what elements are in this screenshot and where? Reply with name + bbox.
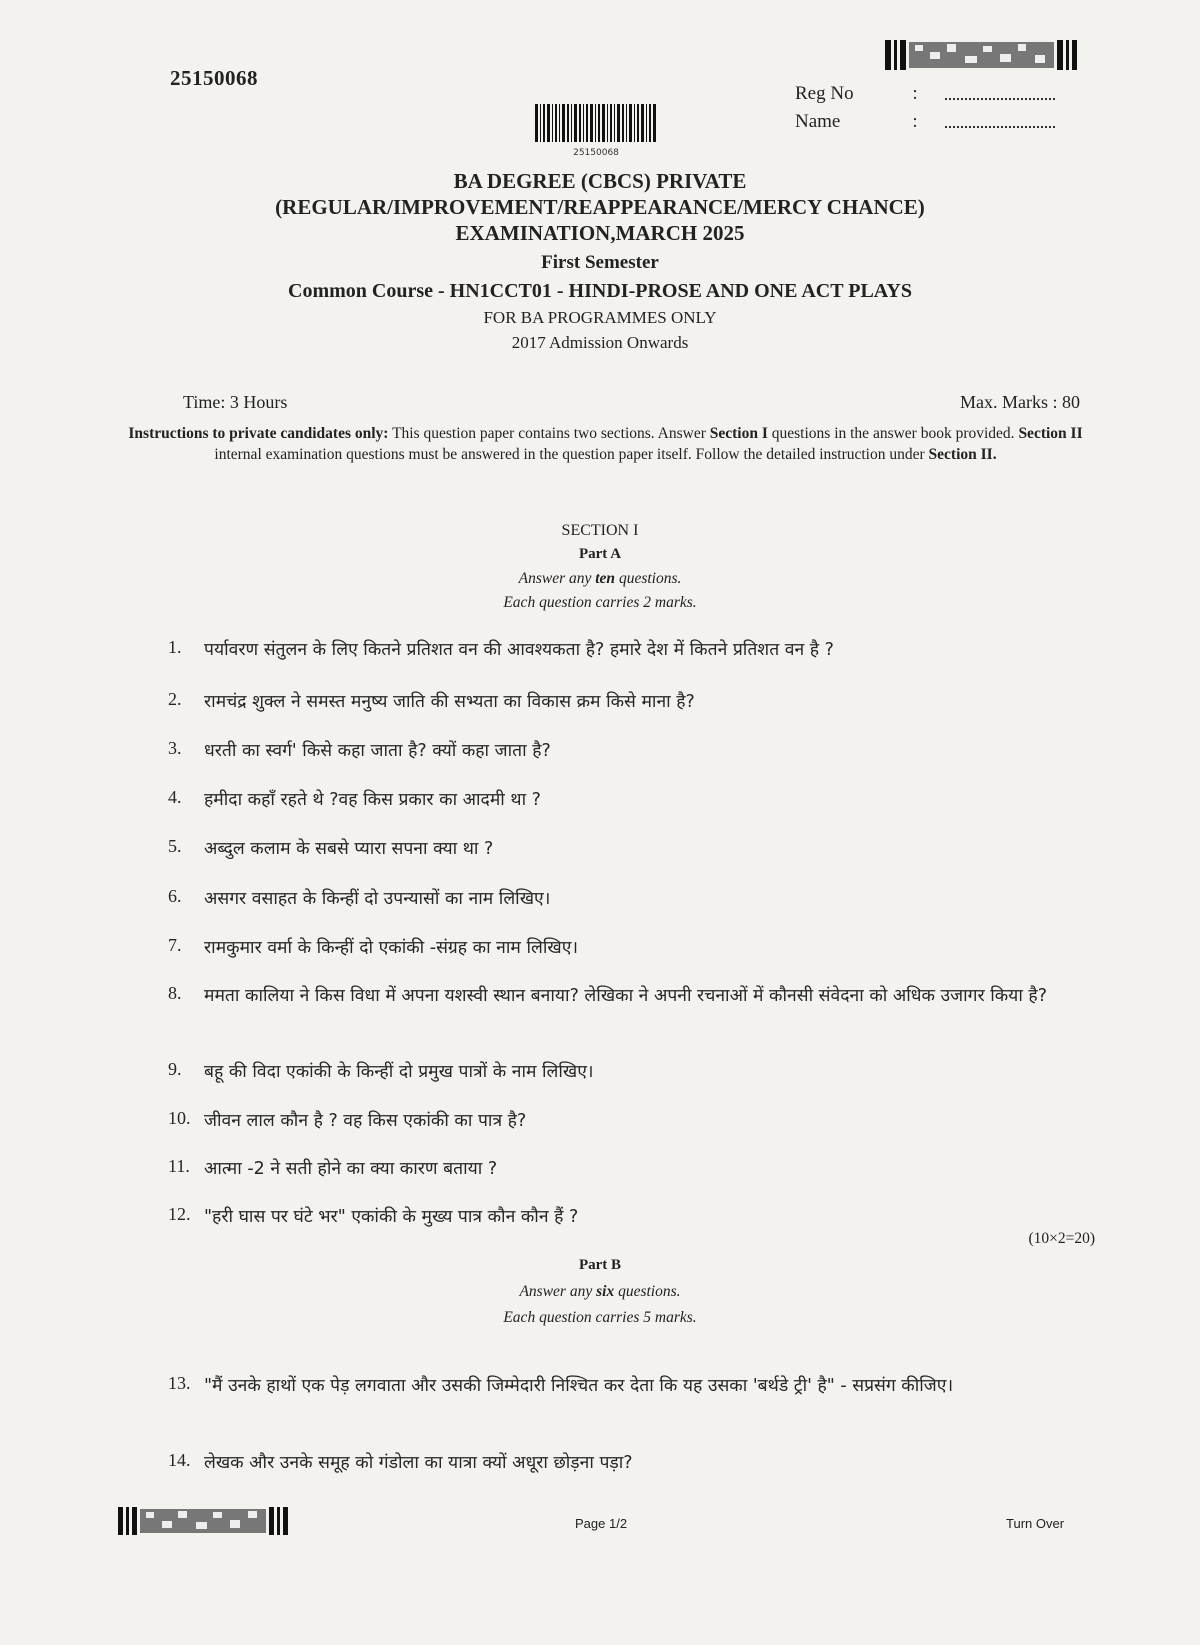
barcode-number: 25150068: [573, 148, 619, 158]
reg-no-row: [795, 80, 1055, 108]
question-item: 7. रामकुमार वर्मा के किन्हीं दो एकांकी -संग्रह का नाम लिखिए।: [168, 935, 579, 958]
admission-note: 2017 Admission Onwards: [511, 333, 689, 352]
question-item: 10. जीवन लाल कौन है ? वह किस एकांकी का पात्र है?: [168, 1108, 527, 1131]
name-field[interactable]: [945, 114, 1055, 128]
course-title: Common Course - HN1CCT01 - HINDI-PROSE AND ONE ACT PLAYS: [288, 280, 912, 302]
instructions: [118, 423, 1093, 465]
question-item: 5. अब्दुल कलाम के सबसे प्यारा सपना क्या था ?: [168, 836, 494, 859]
reg-no-label: Reg No: [795, 83, 854, 104]
instructions-text-2: questions in the answer book provided.: [767, 425, 1019, 442]
max-marks: Max. Marks : 80: [960, 392, 1080, 412]
question-item: 14. लेखक और उनके समूह को गंडोला का यात्रा क्यों अधूरा छोड़ना पड़ा?: [168, 1450, 633, 1473]
name-row: [795, 108, 1055, 136]
part-a-instruction-2: Each question carries 2 marks.: [503, 594, 697, 611]
header-line-1: BA DEGREE (CBCS) PRIVATE: [453, 169, 747, 193]
name-label: Name: [795, 111, 841, 132]
page-number: Page 1/2: [575, 1516, 628, 1531]
exam-header: [0, 168, 1200, 353]
barcode: [535, 104, 657, 158]
part-b-instruction-2: Each question carries 5 marks.: [503, 1309, 697, 1326]
question-item: 2. रामचंद्र शुक्ल ने समस्त मनुष्य जाति की सभ्यता का विकास क्रम किसे माना है?: [168, 689, 695, 712]
turn-over-note: Turn Over: [1006, 1516, 1065, 1531]
section-title: SECTION I: [561, 522, 639, 539]
instructions-section-2: Section II: [1018, 425, 1083, 442]
part-b-title: Part B: [578, 1257, 622, 1273]
question-item: 1. पर्यावरण संतुलन के लिए कितने प्रतिशत वन की आवश्यकता है? हमारे देश में कितने प्रतिशत वन है ?: [168, 637, 834, 660]
header-line-2: (REGULAR/IMPROVEMENT/REAPPEARANCE/MERCY CHANCE): [275, 195, 925, 219]
instructions-section-2-ref: Section II.: [928, 446, 997, 463]
question-item: 8. ममता कालिया ने किस विधा में अपना यशस्वी स्थान बनाया? लेखिका ने अपनी रचनाओं में कौनसी संवेदना को अधिक उजागर किया है?: [168, 983, 1048, 1006]
barcode-icon: [535, 104, 657, 142]
instructions-section-1: Section I: [709, 425, 768, 442]
semester: First Semester: [541, 252, 659, 273]
instructions-text-1: This question paper contains two sections. Answer: [388, 425, 710, 442]
question-item: 4. हमीदा कहाँ रहते थे ?वह किस प्रकार का आदमी था ?: [168, 787, 541, 810]
question-item: 13. "मैं उनके हाथों एक पेड़ लगवाता और उसकी जिम्मेदारी निश्चित कर देता कि यह उसका 'बर्थडे ट्री' है" - सप्रसंग कीजिए।: [168, 1373, 954, 1396]
time-allowed: Time: 3 Hours: [183, 392, 288, 412]
question-item: 9. बहू की विदा एकांकी के किन्हीं दो प्रमुख पात्रों के नाम लिखिए।: [168, 1059, 594, 1082]
question-item: 12. "हरी घास पर घंटे भर" एकांकी के मुख्य पात्र कौन कौन हैं ?: [168, 1204, 579, 1227]
qr-code-top-icon: [885, 40, 1080, 70]
reg-no-colon: :: [912, 83, 918, 104]
instructions-lead: Instructions to private candidates only:: [128, 425, 389, 442]
programme-note: FOR BA PROGRAMMES ONLY: [483, 308, 717, 327]
registration-block: [795, 80, 1055, 136]
qr-code-bottom-icon: [118, 1507, 290, 1535]
question-item: 3. धरती का स्वर्ग' किसे कहा जाता है? क्यों कहा जाता है?: [168, 738, 551, 761]
header-line-3: EXAMINATION,MARCH 2025: [455, 221, 745, 245]
question-item: 6. असगर वसाहत के किन्हीं दो उपन्यासों का नाम लिखिए।: [168, 886, 551, 909]
part-a-instruction-1: Answer any ten questions.: [518, 570, 682, 587]
paper-code: 25150068: [170, 66, 258, 90]
question-item: 11. आत्मा -2 ने सती होने का क्या कारण बताया ?: [168, 1156, 498, 1179]
part-b-instruction-1: Answer any six questions.: [519, 1283, 681, 1300]
name-colon: :: [912, 111, 918, 132]
reg-no-field[interactable]: [945, 86, 1055, 100]
part-a-marks-summary: (10×2=20): [1028, 1230, 1095, 1247]
part-a-title: Part A: [578, 546, 622, 562]
instructions-text-3: internal examination questions must be answered in the question paper itself. Follow the detailed instruction under: [214, 446, 929, 463]
